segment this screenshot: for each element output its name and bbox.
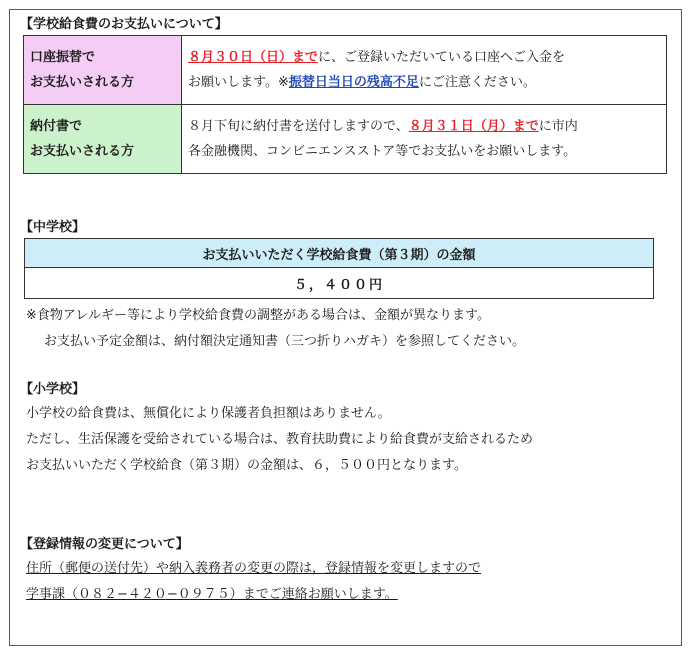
elementary-line-2: ただし、生活保護を受給されている場合は、教育扶助費により給食費が支給されるため: [26, 432, 534, 447]
elementary-line-3: お支払いいただく学校給食（第３期）の金額は、６，５００円となります。: [26, 458, 467, 473]
payment-row-bank-transfer: [24, 36, 667, 105]
payment-heading: 【学校給食費のお支払いについて】: [20, 17, 228, 32]
notice-card-note: お支払い予定金額は、納付額決定通知書（三つ折りハガキ）を参照してください。: [44, 334, 526, 349]
bank-transfer-label-line2: お支払いされる方: [30, 75, 135, 90]
payment-slip-text-line2: 各金融機関、コンビニエンスストア等でお支払いをお願いします。: [188, 144, 577, 159]
bank-transfer-text-line1: [188, 45, 660, 70]
payment-slip-label: [24, 105, 182, 174]
bank-transfer-text: [182, 36, 667, 105]
bank-transfer-text-line1-rest: に、ご登録いただいている口座へご入金を: [318, 50, 566, 65]
payment-slip-text-line1-pre: ８月下旬に納付書を送付しますので、: [188, 119, 409, 134]
contact-line: 学事課（０８２−４２０−０９７５）までご連絡お願いします。: [26, 587, 398, 602]
allergy-note: ※食物アレルギー等により学校給食費の調整がある場合は、金額が異なります。: [26, 308, 491, 323]
payment-slip-text-line1: [188, 114, 660, 139]
registration-heading: 【登録情報の変更について】: [20, 537, 189, 552]
bank-transfer-text-line2: [188, 70, 660, 95]
bank-transfer-text-line2-pre: お願いします。※: [188, 75, 289, 90]
balance-warning: 振替日当日の残高不足: [288, 75, 419, 90]
bank-transfer-label-line1: 口座振替で: [30, 50, 96, 65]
payment-slip-text-line1-post: に市内: [538, 119, 578, 134]
bank-transfer-label: [24, 36, 182, 105]
middle-school-amount-table: [24, 238, 654, 299]
elementary-school-heading: 【小学校】: [20, 382, 86, 397]
payment-row-payment-slip: [24, 105, 667, 174]
payment-slip-label-line2: お支払いされる方: [30, 144, 135, 159]
bank-transfer-text-line2-post: にご注意ください。: [418, 75, 536, 90]
bank-transfer-deadline: ８月３０日（日）まで: [188, 50, 319, 65]
middle-school-heading: 【中学校】: [20, 220, 86, 235]
payment-slip-deadline: ８月３１日（月）まで: [408, 119, 539, 134]
payment-slip-text: [182, 105, 667, 174]
middle-school-amount: ５，４００円: [25, 268, 654, 299]
payment-slip-label-line1: 納付書で: [30, 119, 83, 134]
payment-method-table: [23, 35, 667, 174]
registration-line-1: 住所（郵便の送付先）や納入義務者の変更の際は，登録情報を変更しますので: [26, 561, 482, 576]
amount-table-header: お支払いいただく学校給食費（第３期）の金額: [25, 239, 654, 268]
elementary-line-1: 小学校の給食費は、無償化により保護者負担額はありません。: [26, 406, 391, 421]
